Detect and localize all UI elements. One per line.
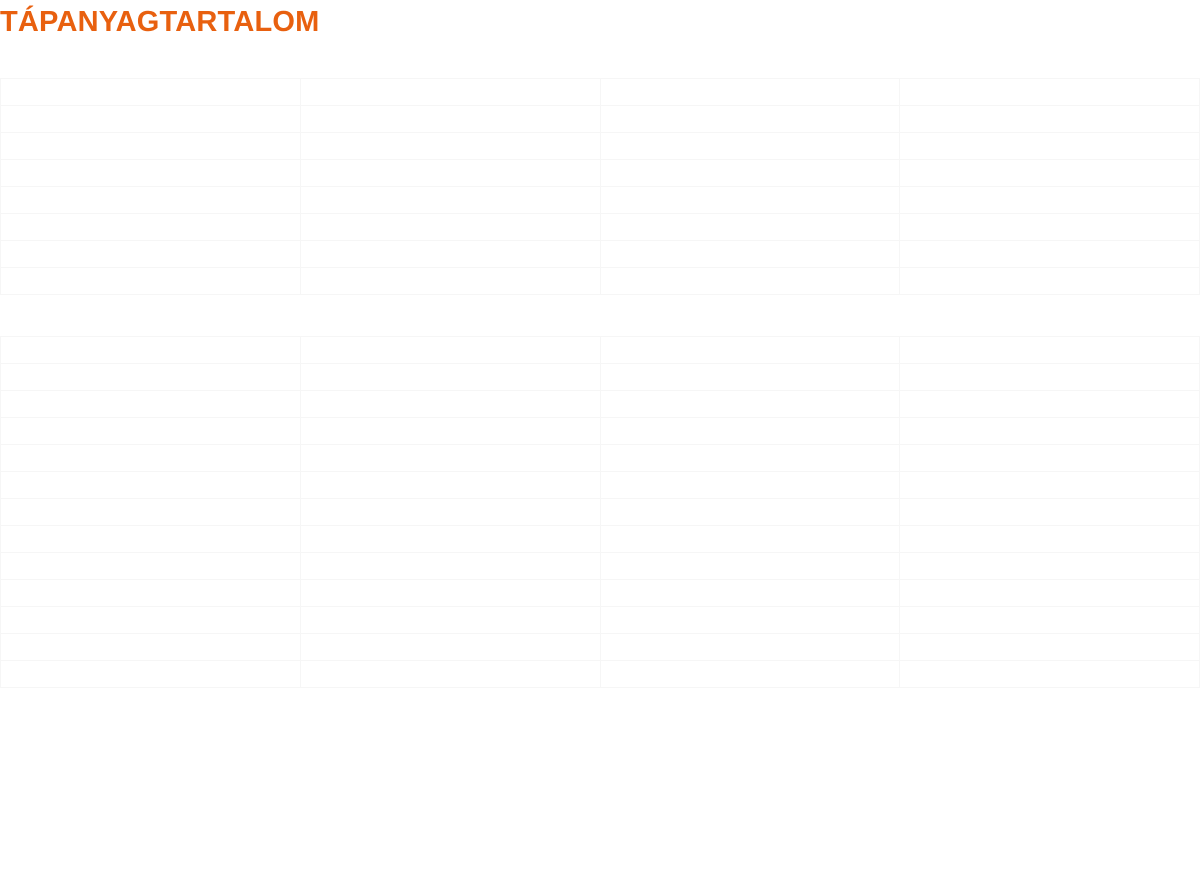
nutrition-table-lower [0,336,1200,688]
table-cell [300,391,600,418]
table-cell [900,499,1200,526]
table-cell [1,607,301,634]
table-cell [1,337,301,364]
table-cell [1,79,301,106]
table-cell [900,241,1200,268]
table-cell [300,214,600,241]
table-cell [900,607,1200,634]
table-cell [300,133,600,160]
table-row [1,106,1200,133]
table-cell [1,241,301,268]
table-row [1,364,1200,391]
table-cell [600,391,900,418]
table-cell [300,472,600,499]
table-cell [300,526,600,553]
table-cell [600,607,900,634]
table-cell [900,445,1200,472]
table-cell [300,337,600,364]
nutrition-table-upper-body [1,79,1200,295]
table-cell [900,418,1200,445]
table-cell [1,268,301,295]
table-cell [600,472,900,499]
table-cell [600,580,900,607]
table-cell [900,634,1200,661]
table-row [1,472,1200,499]
table-cell [300,580,600,607]
table-row [1,187,1200,214]
table-cell [300,418,600,445]
table-cell [600,241,900,268]
table-cell [300,241,600,268]
table-cell [600,337,900,364]
table-cell [600,364,900,391]
table-row [1,553,1200,580]
table-cell [600,445,900,472]
table-cell [300,268,600,295]
table-row [1,241,1200,268]
table-cell [900,472,1200,499]
table-cell [900,160,1200,187]
table-cell [300,553,600,580]
table-cell [1,106,301,133]
table-cell [300,445,600,472]
table-cell [900,79,1200,106]
table-cell [600,268,900,295]
table-cell [600,418,900,445]
table-cell [900,268,1200,295]
table-cell [1,187,301,214]
table-cell [300,187,600,214]
table-row [1,79,1200,106]
table-cell [900,214,1200,241]
table-row [1,445,1200,472]
table-row [1,133,1200,160]
table-cell [300,79,600,106]
table-cell [1,526,301,553]
table-cell [900,661,1200,688]
table-cell [1,445,301,472]
table-cell [300,106,600,133]
table-row [1,499,1200,526]
table-cell [1,634,301,661]
table-cell [1,391,301,418]
table-cell [1,580,301,607]
table-cell [900,526,1200,553]
table-cell [600,526,900,553]
table-cell [1,418,301,445]
table-cell [600,553,900,580]
table-row [1,337,1200,364]
nutrition-table-upper [0,78,1200,295]
table-cell [300,160,600,187]
table-cell [900,391,1200,418]
nutrition-table-lower-body [1,337,1200,688]
table-row [1,160,1200,187]
table-row [1,526,1200,553]
table-cell [600,499,900,526]
table-row [1,214,1200,241]
table-cell [1,364,301,391]
table-cell [900,187,1200,214]
table-cell [300,364,600,391]
table-cell [1,133,301,160]
table-row [1,268,1200,295]
table-row [1,607,1200,634]
table-cell [600,214,900,241]
table-cell [300,499,600,526]
table-row [1,580,1200,607]
table-cell [900,553,1200,580]
table-row [1,634,1200,661]
table-cell [600,106,900,133]
page-title: TÁPANYAGTARTALOM [0,6,320,38]
table-row [1,391,1200,418]
table-cell [1,214,301,241]
table-row [1,418,1200,445]
table-cell [600,187,900,214]
table-cell [300,607,600,634]
table-cell [600,79,900,106]
table-cell [300,661,600,688]
table-cell [900,580,1200,607]
table-cell [300,634,600,661]
table-cell [900,364,1200,391]
table-cell [600,133,900,160]
table-cell [900,106,1200,133]
table-cell [1,160,301,187]
table-cell [1,499,301,526]
table-cell [600,661,900,688]
table-cell [900,337,1200,364]
table-cell [1,472,301,499]
table-row [1,661,1200,688]
table-cell [900,133,1200,160]
table-cell [600,160,900,187]
table-cell [1,553,301,580]
table-cell [600,634,900,661]
table-cell [1,661,301,688]
